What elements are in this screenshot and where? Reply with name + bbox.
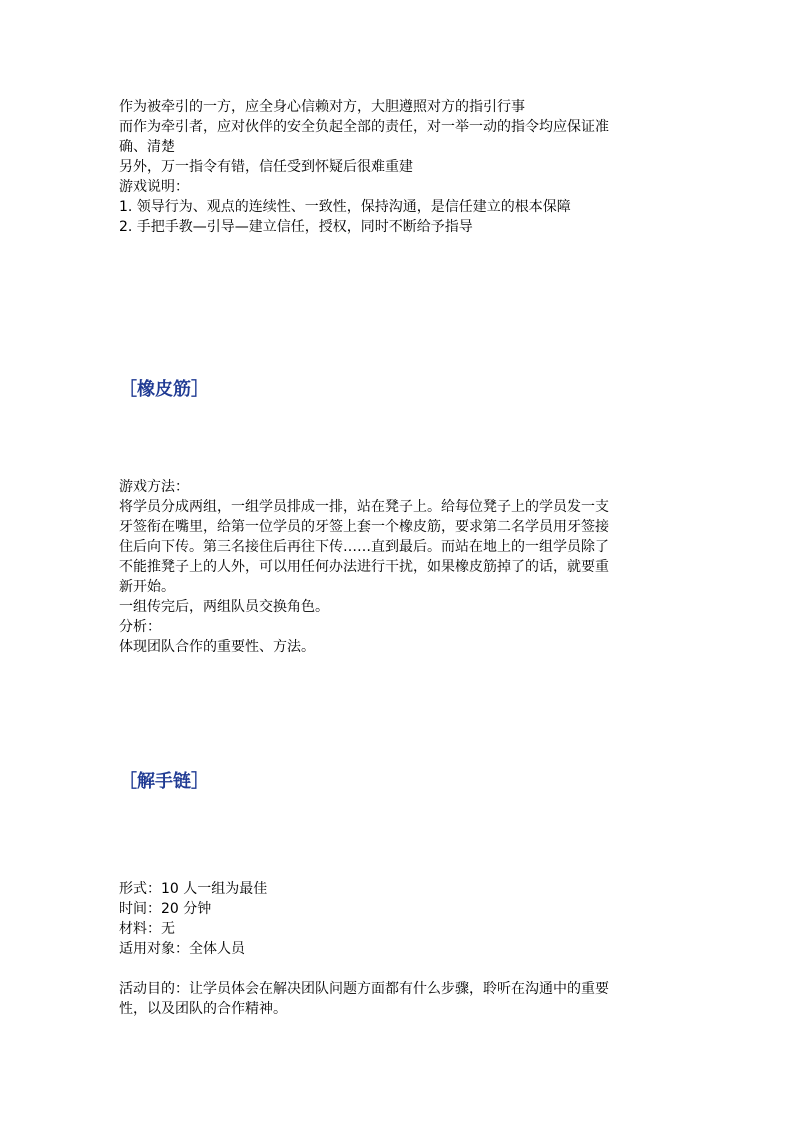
untie-chain-line: 时间：20 分钟 [119,901,212,917]
untie-chain-line: 形式：10 人一组为最佳 [119,881,268,897]
intro-line: 1. 领导行为、观点的连续性、一致性，保持沟通，是信任建立的根本保障 [119,199,571,215]
rubber-band-line: 住后向下传。第三名接住后再往下传……直到最后。而站在地上的一组学员除了 [119,539,609,555]
intro-line: 作为被牵引的一方，应全身心信赖对方，大胆遵照对方的指引行事 [119,99,525,115]
intro-line: 确、清楚 [119,139,175,155]
untie-chain-heading: ［解手链］ [119,771,209,792]
intro-line: 2. 手把手教—引导—建立信任，授权，同时不断给予指导 [119,219,473,235]
intro-section [119,97,679,237]
rubber-band-line: 游戏方法： [119,479,189,495]
rubber-band-line: 不能推凳子上的人外，可以用任何办法进行干扰，如果橡皮筋掉了的话，就要重 [119,559,609,575]
intro-line: 游戏说明： [119,179,189,195]
purpose-line: 活动目的：让学员体会在解决团队问题方面都有什么步骤，聆听在沟通中的重要 [119,981,609,997]
untie-chain-section [119,879,679,1019]
rubber-band-line: 牙签衔在嘴里，给第一位学员的牙签上套一个橡皮筋，要求第二名学员用牙签接 [119,519,609,535]
rubber-band-line: 分析： [119,619,161,635]
rubber-band-line: 新开始。 [119,579,175,595]
rubber-band-section [119,477,679,657]
intro-line: 而作为牵引者，应对伙伴的安全负起全部的责任，对一举一动的指令均应保证准 [119,119,609,135]
purpose-line: 性，以及团队的合作精神。 [119,1001,287,1017]
intro-line: 另外，万一指令有错，信任受到怀疑后很难重建 [119,159,413,175]
rubber-band-line: 将学员分成两组，一组学员排成一排，站在凳子上。给每位凳子上的学员发一支 [119,499,609,515]
untie-chain-line: 材料：无 [119,921,175,937]
untie-chain-line: 适用对象：全体人员 [119,941,245,957]
rubber-band-line: 一组传完后，两组队员交换角色。 [119,599,329,615]
paragraph-gap [119,959,679,979]
rubber-band-heading: ［橡皮筋］ [119,379,209,400]
rubber-band-line: 体现团队合作的重要性、方法。 [119,639,315,655]
